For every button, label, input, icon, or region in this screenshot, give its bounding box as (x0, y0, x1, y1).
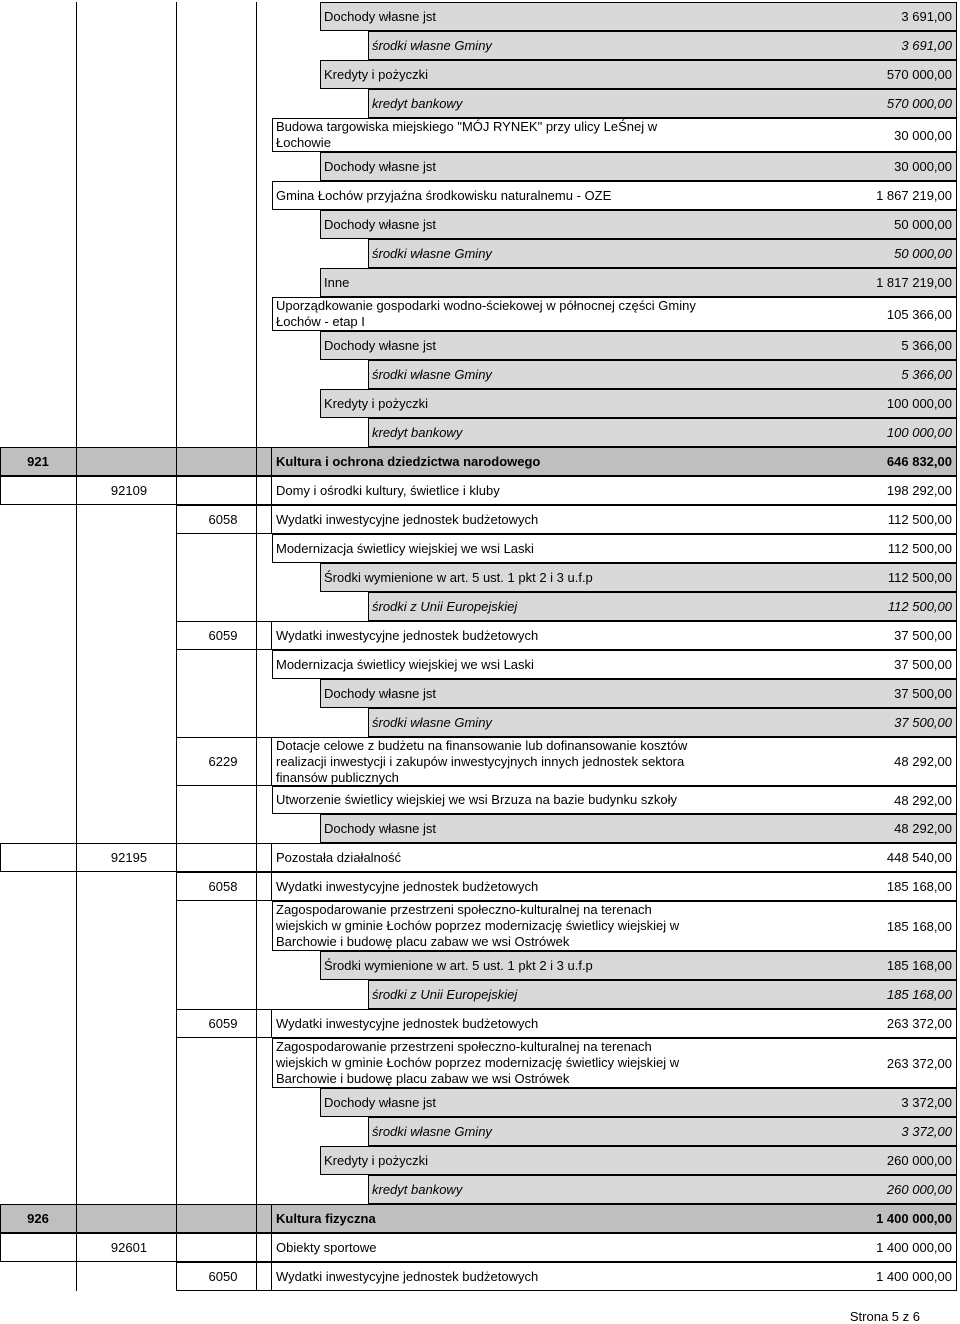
row-amount: 37 500,00 (894, 628, 952, 643)
table-row (0, 505, 960, 534)
row-amount: 37 500,00 (894, 686, 952, 701)
row-label: Dochody własne jst (324, 1094, 436, 1110)
row-label: Dochody własne jst (324, 820, 436, 836)
row-label: środki własne Gminy (372, 1123, 492, 1139)
table-row (0, 843, 960, 872)
table-row (0, 1233, 960, 1262)
row-amount: 185 168,00 (886, 879, 952, 894)
table-row (0, 239, 960, 268)
row-amount: 112 500,00 (887, 599, 952, 614)
classification-code: 92601 (110, 1240, 148, 1255)
classification-code: 6058 (208, 879, 238, 894)
row-amount: 3 691,00 (901, 38, 952, 53)
table-row (0, 2, 960, 31)
table-row (0, 737, 960, 786)
row-label: Dochody własne jst (324, 8, 436, 24)
table-row (0, 1088, 960, 1117)
classification-code: 6059 (208, 1016, 238, 1031)
table-row (0, 181, 960, 210)
table-row (0, 418, 960, 447)
table-row (0, 592, 960, 621)
table-row (0, 980, 960, 1009)
row-label: Wydatki inwestycyjne jednostek budżetowych (276, 1268, 539, 1284)
table-row (0, 1175, 960, 1204)
row-amount: 1 400 000,00 (876, 1211, 952, 1226)
row-label: Środki wymienione w art. 5 ust. 1 pkt 2 i 3 u.f.p (324, 957, 593, 973)
table-row (0, 60, 960, 89)
row-label: Kredyty i pożyczki (324, 66, 429, 82)
table-row (0, 1262, 960, 1291)
classification-code: 92195 (110, 850, 148, 865)
row-label: Wydatki inwestycyjne jednostek budżetowych (276, 1015, 539, 1031)
row-label: Dochody własne jst (324, 685, 436, 701)
table-row (0, 534, 960, 563)
row-label: Modernizacja świetlicy wiejskiej we wsi Laski (276, 656, 534, 672)
row-amount: 198 292,00 (886, 483, 952, 498)
table-row (0, 1117, 960, 1146)
table-row (0, 476, 960, 505)
row-amount: 3 372,00 (901, 1095, 952, 1110)
table-row (0, 1146, 960, 1175)
row-label: Gmina Łochów przyjaźna środkowisku naturalnemu - OZE (276, 187, 612, 203)
table-row (0, 872, 960, 901)
row-label: Budowa targowiska miejskiego "MÓJ RYNEK" przy ulicy LeŚnej w Łochowie (276, 119, 658, 150)
row-amount: 570 000,00 (886, 67, 952, 82)
classification-code: 6229 (208, 754, 238, 769)
row-amount: 100 000,00 (886, 396, 952, 411)
row-amount: 1 867 219,00 (876, 188, 952, 203)
row-label: Wydatki inwestycyjne jednostek budżetowych (276, 627, 539, 643)
row-label: Wydatki inwestycyjne jednostek budżetowych (276, 511, 539, 527)
classification-code: 6059 (208, 628, 238, 643)
row-label: Kultura i ochrona dziedzictwa narodowego (276, 453, 541, 469)
row-label: kredyt bankowy (372, 424, 463, 440)
row-amount: 185 168,00 (886, 958, 952, 973)
row-amount: 37 500,00 (894, 657, 952, 672)
row-label: Dochody własne jst (324, 337, 436, 353)
row-amount: 112 500,00 (887, 541, 952, 556)
row-label: Uporządkowanie gospodarki wodno-ściekowej w północnej części Gminy Łochów - etap I (276, 298, 696, 329)
row-amount: 112 500,00 (887, 512, 952, 527)
row-amount: 100 000,00 (886, 425, 952, 440)
row-label: Wydatki inwestycyjne jednostek budżetowych (276, 878, 539, 894)
row-amount: 646 832,00 (886, 454, 952, 469)
page-number: Strona 5 z 6 (849, 1309, 920, 1324)
row-label: Dotacje celowe z budżetu na finansowanie lub dofinansowanie kosztów realizacji inwestycji i zakupów inwestycyjnych innych jednostek sektora finansów publicznych (276, 737, 688, 785)
row-label: środki z Unii Europejskiej (372, 598, 518, 614)
row-amount: 1 400 000,00 (876, 1240, 952, 1255)
table-row (0, 89, 960, 118)
table-row (0, 621, 960, 650)
row-label: Zagospodarowanie przestrzeni społeczno-kulturalnej na terenach wiejskich w gminie Łochów poprzez modernizację świetlicy wiejskiej w Barchowie i budowę placu zabaw we wsi Ostrówek (276, 902, 680, 949)
row-label: Zagospodarowanie przestrzeni społeczno-kulturalnej na terenach wiejskich w gminie Łochów poprzez modernizację świetlicy wiejskiej w Barchowie i budowę placu zabaw we wsi Ostrówek (276, 1039, 680, 1086)
row-label: Kultura fizyczna (276, 1210, 376, 1226)
row-amount: 50 000,00 (894, 246, 952, 261)
row-amount: 5 366,00 (901, 367, 952, 382)
row-label: Dochody własne jst (324, 216, 436, 232)
row-amount: 185 168,00 (886, 987, 952, 1002)
row-amount: 185 168,00 (886, 918, 952, 934)
row-label: środki własne Gminy (372, 245, 492, 261)
table-row (0, 786, 960, 814)
classification-code: 921 (27, 454, 49, 469)
row-label: środki własne Gminy (372, 37, 492, 53)
row-label: środki z Unii Europejskiej (372, 986, 518, 1002)
row-amount: 37 500,00 (894, 715, 952, 730)
tree-line (76, 2, 77, 1291)
table-row (0, 563, 960, 592)
row-label: Środki wymienione w art. 5 ust. 1 pkt 2 i 3 u.f.p (324, 569, 593, 585)
table-row (0, 814, 960, 843)
table-row (0, 31, 960, 60)
table-row (0, 447, 960, 476)
row-label: Modernizacja świetlicy wiejskiej we wsi Laski (276, 540, 534, 556)
classification-code: 92109 (110, 483, 148, 498)
table-row (0, 708, 960, 737)
table-row (0, 118, 960, 152)
row-amount: 48 292,00 (894, 754, 952, 769)
row-label: Domy i ośrodki kultury, świetlice i kluby (276, 482, 500, 498)
row-amount: 48 292,00 (894, 792, 952, 808)
row-label: Kredyty i pożyczki (324, 395, 429, 411)
row-amount: 30 000,00 (894, 159, 952, 174)
row-amount: 3 372,00 (901, 1124, 952, 1139)
row-amount: 112 500,00 (887, 570, 952, 585)
row-amount: 263 372,00 (886, 1016, 952, 1031)
row-amount: 263 372,00 (886, 1055, 952, 1071)
table-row (0, 1038, 960, 1088)
table-row (0, 901, 960, 951)
row-label: Inne (324, 274, 350, 290)
row-label: Pozostała działalność (276, 849, 402, 865)
tree-line (176, 2, 177, 1291)
table-row (0, 210, 960, 239)
row-amount: 1 400 000,00 (876, 1269, 952, 1284)
table-row (0, 1009, 960, 1038)
row-label: Obiekty sportowe (276, 1239, 377, 1255)
row-amount: 30 000,00 (894, 127, 952, 143)
row-amount: 48 292,00 (894, 821, 952, 836)
row-label: środki własne Gminy (372, 366, 492, 382)
row-label: kredyt bankowy (372, 1181, 463, 1197)
row-amount: 105 366,00 (886, 306, 952, 322)
table-row (0, 650, 960, 679)
table-row (0, 360, 960, 389)
table-row (0, 331, 960, 360)
row-amount: 3 691,00 (901, 9, 952, 24)
row-label: kredyt bankowy (372, 95, 463, 111)
row-amount: 260 000,00 (886, 1153, 952, 1168)
classification-code: 6050 (208, 1269, 238, 1284)
row-amount: 570 000,00 (886, 96, 952, 111)
table-row (0, 951, 960, 980)
row-amount: 50 000,00 (894, 217, 952, 232)
row-label: środki własne Gminy (372, 714, 492, 730)
row-amount: 1 817 219,00 (876, 275, 952, 290)
row-label: Utworzenie świetlicy wiejskiej we wsi Brzuza na bazie budynku szkoły (276, 792, 677, 807)
table-row (0, 297, 960, 331)
table-row (0, 268, 960, 297)
table-row (0, 389, 960, 418)
classification-code: 926 (27, 1211, 49, 1226)
row-label: Dochody własne jst (324, 158, 436, 174)
tree-line (256, 2, 257, 1291)
classification-code: 6058 (208, 512, 238, 527)
table-row (0, 679, 960, 708)
row-amount: 260 000,00 (886, 1182, 952, 1197)
row-amount: 5 366,00 (901, 338, 952, 353)
table-row (0, 152, 960, 181)
row-amount: 448 540,00 (886, 850, 952, 865)
table-row (0, 1204, 960, 1233)
row-label: Kredyty i pożyczki (324, 1152, 429, 1168)
